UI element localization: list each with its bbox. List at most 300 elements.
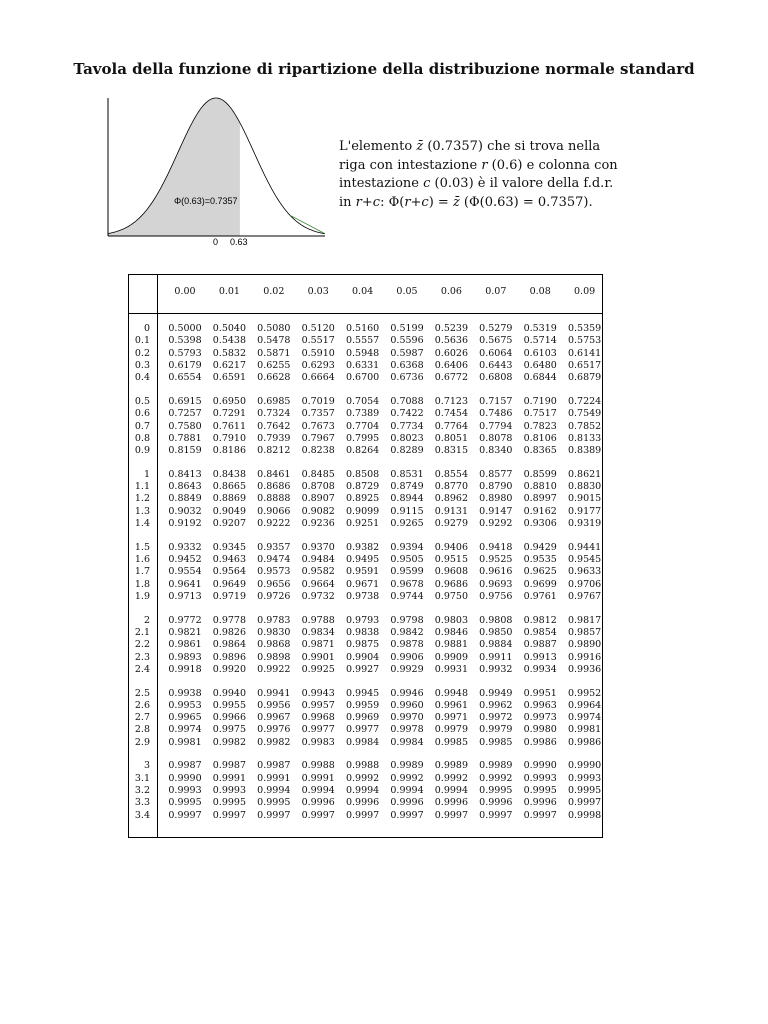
table-cell: 0.9564	[212, 566, 247, 578]
table-cell: 0.9664	[301, 578, 335, 590]
table-cell: 0.9991	[257, 772, 291, 784]
table-cell: 0.9987	[257, 760, 291, 772]
table-cell: 0.9982	[257, 736, 291, 748]
table-cell: 0.9994	[345, 785, 380, 796]
table-cell: 0.8212	[257, 445, 291, 457]
table-cell: 0.7357	[301, 408, 335, 420]
row-header: 0.5	[134, 395, 150, 407]
table-cell: 0.9861	[168, 639, 202, 651]
table-cell: 0.6985	[257, 395, 291, 407]
table-cell: 0.9996	[523, 797, 557, 809]
table-cell: 0.7734	[390, 420, 424, 432]
table-cell: 0.5832	[212, 347, 247, 359]
table-cell: 0.9956	[257, 699, 291, 711]
table-cell: 0.9989	[434, 760, 469, 772]
normal-curve-svg	[100, 92, 330, 252]
table-cell: 0.9082	[301, 505, 335, 517]
table-cell: 0.6179	[168, 359, 202, 371]
desc-part6: ) =	[428, 194, 453, 210]
table-cell: 0.6554	[168, 372, 202, 384]
table-cell: 0.5987	[390, 347, 424, 359]
row-header: 1	[143, 468, 150, 480]
desc-rc: r+c	[355, 194, 381, 210]
table-cell: 0.8708	[301, 481, 335, 493]
row-header: 0	[143, 323, 150, 334]
table-cell: 0.9993	[567, 772, 602, 784]
table-cell: 0.9761	[523, 590, 557, 602]
table-cell: 0.6480	[523, 359, 557, 371]
table-cell: 0.8599	[523, 468, 557, 480]
table-cell: 0.9996	[434, 797, 469, 809]
table-cell: 0.9973	[523, 712, 557, 724]
table-cell: 0.9452	[168, 554, 202, 565]
table-cell: 0.7823	[523, 420, 557, 432]
table-cell: 0.9994	[257, 785, 291, 796]
table-cell: 0.5871	[257, 347, 291, 359]
table-cell: 0.9830	[257, 626, 291, 638]
table-cell: 0.9975	[212, 724, 247, 736]
table-cell: 0.9750	[434, 590, 469, 602]
table-cell: 0.9306	[523, 518, 557, 529]
table-cell: 0.9989	[390, 760, 424, 772]
table-cell: 0.6255	[257, 359, 291, 371]
table-cell: 0.6406	[434, 359, 469, 371]
table-cell: 0.9671	[345, 578, 380, 590]
table-cell: 0.5753	[567, 335, 602, 347]
table-cell: 0.6808	[479, 372, 513, 384]
table-cell: 0.7673	[301, 420, 335, 432]
table-cell: 0.9251	[345, 518, 380, 529]
table-cell: 0.5714	[523, 335, 557, 347]
table-cell: 0.6293	[301, 359, 335, 371]
table-cell: 0.9936	[567, 663, 602, 675]
table-cell: 0.9962	[479, 699, 513, 711]
desc-part5: : Φ(	[380, 194, 405, 210]
row-header: 1.9	[134, 590, 150, 602]
table-cell: 0.9599	[390, 566, 424, 578]
desc-part7: (Φ(0.63) = 0.7357).	[459, 194, 593, 210]
table-cell: 0.9292	[479, 518, 513, 529]
table-cell: 0.9726	[257, 590, 291, 602]
row-header: 0.2	[134, 347, 150, 359]
table-cell: 0.9990	[168, 772, 202, 784]
table-cell: 0.9778	[212, 614, 247, 626]
table-cell: 0.9838	[345, 626, 380, 638]
table-cell: 0.7967	[301, 432, 335, 444]
table-cell: 0.7939	[257, 432, 291, 444]
table-cell: 0.9463	[212, 554, 247, 565]
table-cell: 0.9515	[434, 554, 469, 565]
table-cell: 0.9978	[390, 724, 424, 736]
table-cell: 0.9951	[523, 687, 557, 699]
table-cell: 0.8461	[257, 468, 291, 480]
table-cell: 0.6517	[567, 359, 602, 371]
row-header: 0.9	[134, 445, 150, 457]
column-header: 0.00	[174, 286, 196, 297]
table-cell: 0.9357	[257, 541, 291, 553]
table-cell: 0.6141	[567, 347, 602, 359]
table-cell: 0.9963	[523, 699, 557, 711]
table-cell: 0.9981	[567, 724, 602, 736]
table-cell: 0.8980	[479, 493, 513, 505]
table-cell: 0.7704	[345, 420, 380, 432]
table-cell: 0.9986	[567, 736, 602, 748]
column-header: 0.04	[352, 286, 374, 297]
row-header: 0.1	[134, 335, 150, 347]
table-cell: 0.5675	[479, 335, 513, 347]
table-cell: 0.5120	[301, 323, 335, 334]
table-cell: 0.7324	[257, 408, 291, 420]
row-header: 0.3	[134, 359, 150, 371]
table-cell: 0.6331	[345, 359, 380, 371]
table-cell: 0.9049	[212, 505, 247, 517]
table-cell: 0.9995	[168, 797, 202, 809]
table-cell: 0.8790	[479, 481, 513, 493]
row-header: 2.5	[134, 687, 150, 699]
table-cell: 0.7224	[567, 395, 602, 407]
table-cell: 0.9545	[567, 554, 602, 565]
shaded-area	[108, 98, 240, 236]
table-cell: 0.9846	[434, 626, 469, 638]
table-cell: 0.8665	[212, 481, 247, 493]
table-cell: 0.9162	[523, 505, 557, 517]
table-cell: 0.9890	[567, 639, 602, 651]
table-cell: 0.9993	[523, 772, 557, 784]
table-cell: 0.9756	[479, 590, 513, 602]
row-header: 2.4	[134, 663, 150, 675]
table-cell: 0.9997	[390, 809, 424, 821]
row-header: 2.3	[134, 651, 150, 663]
column-header: 0.03	[307, 286, 329, 297]
table-cell: 0.7486	[479, 408, 513, 420]
row-header: 1.4	[134, 518, 150, 529]
table-cell: 0.9591	[345, 566, 380, 578]
table-cell: 0.9826	[212, 626, 247, 638]
table-cell: 0.9418	[479, 541, 513, 553]
table-cell: 0.9987	[168, 760, 202, 772]
table-cell: 0.6103	[523, 347, 557, 359]
table-cell: 0.9147	[479, 505, 513, 517]
table-cell: 0.5398	[168, 335, 202, 347]
table-cell: 0.9429	[523, 541, 557, 553]
table-cell: 0.9995	[523, 785, 557, 796]
table-cell: 0.9927	[345, 663, 380, 675]
table-cell: 0.8997	[523, 493, 557, 505]
table-cell: 0.8907	[301, 493, 335, 505]
table-cell: 0.9997	[523, 809, 557, 821]
table-cell: 0.9236	[301, 518, 335, 529]
table-cell: 0.8315	[434, 445, 469, 457]
column-header-rule	[128, 313, 603, 314]
table-cell: 0.9850	[479, 626, 513, 638]
table-cell: 0.9864	[212, 639, 247, 651]
table-cell: 0.9719	[212, 590, 247, 602]
table-cell: 0.9699	[523, 578, 557, 590]
table-cell: 0.9678	[390, 578, 424, 590]
table-cell: 0.9946	[390, 687, 424, 699]
table-cell: 0.5596	[390, 335, 424, 347]
table-cell: 0.8238	[301, 445, 335, 457]
table-cell: 0.7088	[390, 395, 424, 407]
table-cell: 0.9868	[257, 639, 291, 651]
table-cell: 0.9394	[390, 541, 424, 553]
table-cell: 0.5279	[479, 323, 513, 334]
table-cell: 0.9997	[168, 809, 202, 821]
row-header: 2.9	[134, 736, 150, 748]
row-header: 1.1	[134, 481, 150, 493]
table-cell: 0.6736	[390, 372, 424, 384]
table-cell: 0.8023	[390, 432, 424, 444]
table-cell: 0.9909	[434, 651, 469, 663]
row-header: 3.1	[134, 772, 150, 784]
table-cell: 0.8944	[390, 493, 424, 505]
table-cell: 0.9177	[567, 505, 602, 517]
table-cell: 0.9988	[301, 760, 335, 772]
row-header: 2.1	[134, 626, 150, 638]
tick-z: 0.63	[230, 237, 248, 247]
table-cell: 0.9732	[301, 590, 335, 602]
table-cell: 0.9896	[212, 651, 247, 663]
table-cell: 0.9952	[567, 687, 602, 699]
table-cell: 0.9884	[479, 639, 513, 651]
table-cell: 0.9977	[345, 724, 380, 736]
column-header: 0.08	[529, 286, 551, 297]
table-cell: 0.9974	[168, 724, 202, 736]
table-cell: 0.9582	[301, 566, 335, 578]
table-cell: 0.9929	[390, 663, 424, 675]
table-cell: 0.6064	[479, 347, 513, 359]
table-cell: 0.8508	[345, 468, 380, 480]
table-cell: 0.9495	[345, 554, 380, 565]
row-header: 1.8	[134, 578, 150, 590]
table-cell: 0.7910	[212, 432, 247, 444]
table-cell: 0.9995	[479, 785, 513, 796]
table-cell: 0.6844	[523, 372, 557, 384]
table-cell: 0.7549	[567, 408, 602, 420]
table-cell: 0.9916	[567, 651, 602, 663]
normal-curve-figure	[100, 92, 330, 252]
table-cell: 0.7642	[257, 420, 291, 432]
table-cell: 0.9970	[390, 712, 424, 724]
table-cell: 0.9192	[168, 518, 202, 529]
table-cell: 0.5517	[301, 335, 335, 347]
table-cell: 0.9938	[168, 687, 202, 699]
table-cell: 0.5319	[523, 323, 557, 334]
table-cell: 0.8749	[390, 481, 424, 493]
table-cell: 0.9997	[479, 809, 513, 821]
table-cell: 0.8869	[212, 493, 247, 505]
table-cell: 0.9990	[567, 760, 602, 772]
row-header: 2.8	[134, 724, 150, 736]
area-label: Φ(0.63)=0.7357	[174, 196, 238, 206]
table-cell: 0.9788	[301, 614, 335, 626]
table-cell: 0.9686	[434, 578, 469, 590]
table-cell: 0.9738	[345, 590, 380, 602]
table-cell: 0.6443	[479, 359, 513, 371]
table-cell: 0.8389	[567, 445, 602, 457]
table-cell: 0.8925	[345, 493, 380, 505]
row-header: 0.4	[134, 372, 150, 384]
row-header: 1.3	[134, 505, 150, 517]
table-cell: 0.9979	[434, 724, 469, 736]
table-cell: 0.6368	[390, 359, 424, 371]
row-header: 2.2	[134, 639, 150, 651]
table-cell: 0.9991	[212, 772, 247, 784]
table-cell: 0.9817	[567, 614, 602, 626]
table-cell: 0.5948	[345, 347, 380, 359]
table-cell: 0.8078	[479, 432, 513, 444]
table-cell: 0.5636	[434, 335, 469, 347]
table-cell: 0.9906	[390, 651, 424, 663]
table-cell: 0.6915	[168, 395, 202, 407]
table-cell: 0.9988	[345, 760, 380, 772]
table-cell: 0.8770	[434, 481, 469, 493]
row-header: 3.4	[134, 809, 150, 821]
table-cell: 0.9925	[301, 663, 335, 675]
table-cell: 0.8485	[301, 468, 335, 480]
table-cell: 0.6628	[257, 372, 291, 384]
table-cell: 0.9943	[301, 687, 335, 699]
table-cell: 0.6664	[301, 372, 335, 384]
table-cell: 0.9808	[479, 614, 513, 626]
table-cell: 0.9920	[212, 663, 247, 675]
table-cell: 0.9994	[301, 785, 335, 796]
table-cell: 0.9993	[212, 785, 247, 796]
page-title: Tavola della funzione di ripartizione della distribuzione normale standard	[73, 60, 695, 78]
table-cell: 0.8621	[567, 468, 602, 480]
table-cell: 0.9279	[434, 518, 469, 529]
table-cell: 0.7580	[168, 420, 202, 432]
table-cell: 0.5239	[434, 323, 469, 334]
table-cell: 0.7291	[212, 408, 247, 420]
table-cell: 0.8729	[345, 481, 380, 493]
table-cell: 0.8830	[567, 481, 602, 493]
table-cell: 0.9995	[567, 785, 602, 796]
table-cell: 0.9901	[301, 651, 335, 663]
table-cell: 0.9633	[567, 566, 602, 578]
row-header: 3.2	[134, 785, 150, 796]
table-cell: 0.9842	[390, 626, 424, 638]
table-cell: 0.9881	[434, 639, 469, 651]
table-cell: 0.9953	[168, 699, 202, 711]
table-cell: 0.9319	[567, 518, 602, 529]
table-cell: 0.8577	[479, 468, 513, 480]
table-cell: 0.7852	[567, 420, 602, 432]
row-header: 2	[143, 614, 150, 626]
table-cell: 0.9505	[390, 554, 424, 565]
table-cell: 0.8159	[168, 445, 202, 457]
table-cell: 0.6026	[434, 347, 469, 359]
table-cell: 0.9984	[390, 736, 424, 748]
desc-part1: L'elemento	[339, 139, 417, 154]
table-cell: 0.9972	[479, 712, 513, 724]
table-cell: 0.7881	[168, 432, 202, 444]
table-cell: 0.9887	[523, 639, 557, 651]
table-cell: 0.5438	[212, 335, 247, 347]
table-cell: 0.6772	[434, 372, 469, 384]
table-cell: 0.9656	[257, 578, 291, 590]
row-header: 1.6	[134, 554, 150, 565]
table-cell: 0.9265	[390, 518, 424, 529]
desc-r: r	[481, 157, 488, 173]
table-cell: 0.9893	[168, 651, 202, 663]
row-header: 1.5	[134, 541, 150, 553]
table-cell: 0.8289	[390, 445, 424, 457]
table-cell: 0.9032	[168, 505, 202, 517]
row-header-divider	[157, 274, 158, 838]
table-cell: 0.9971	[434, 712, 469, 724]
table-cell: 0.9066	[257, 505, 291, 517]
table-cell: 0.9931	[434, 663, 469, 675]
table-cell: 0.9332	[168, 541, 202, 553]
table-cell: 0.9474	[257, 554, 291, 565]
table-cell: 0.8133	[567, 432, 602, 444]
table-cell: 0.9948	[434, 687, 469, 699]
table-cell: 0.8962	[434, 493, 469, 505]
table-cell: 0.8413	[168, 468, 202, 480]
table-cell: 0.9961	[434, 699, 469, 711]
table-cell: 0.8106	[523, 432, 557, 444]
table-cell: 0.9957	[301, 699, 335, 711]
table-cell: 0.9981	[168, 736, 202, 748]
table-cell: 0.8849	[168, 493, 202, 505]
table-cell: 0.9713	[168, 590, 202, 602]
table-cell: 0.9554	[168, 566, 202, 578]
table-cell: 0.9616	[479, 566, 513, 578]
table-cell: 0.9803	[434, 614, 469, 626]
table-cell: 0.7611	[212, 420, 247, 432]
table-cell: 0.9115	[390, 505, 424, 517]
column-header: 0.05	[396, 286, 418, 297]
table-cell: 0.8264	[345, 445, 380, 457]
table-cell: 0.9990	[523, 760, 557, 772]
table-cell: 0.9996	[479, 797, 513, 809]
table-cell: 0.9904	[345, 651, 380, 663]
desc-c: c	[423, 176, 431, 191]
table-cell: 0.9406	[434, 541, 469, 553]
table-cell: 0.9940	[212, 687, 247, 699]
table-cell: 0.9932	[479, 663, 513, 675]
table-cell: 0.9967	[257, 712, 291, 724]
row-header: 0.8	[134, 432, 150, 444]
table-cell: 0.7454	[434, 408, 469, 420]
table-cell: 0.9959	[345, 699, 380, 711]
table-cell: 0.9976	[257, 724, 291, 736]
table-cell: 0.8340	[479, 445, 513, 457]
table-cell: 0.9783	[257, 614, 291, 626]
table-cell: 0.9834	[301, 626, 335, 638]
table-cell: 0.5040	[212, 323, 247, 334]
table-cell: 0.9535	[523, 554, 557, 565]
description-text	[339, 138, 624, 212]
table-cell: 0.9993	[168, 785, 202, 796]
table-cell: 0.9968	[301, 712, 335, 724]
table-cell: 0.9099	[345, 505, 380, 517]
table-cell: 0.5910	[301, 347, 335, 359]
table-cell: 0.6950	[212, 395, 247, 407]
table-cell: 0.7764	[434, 420, 469, 432]
table-cell: 0.9984	[345, 736, 380, 748]
table-cell: 0.9997	[345, 809, 380, 821]
row-header: 2.7	[134, 712, 150, 724]
column-header: 0.02	[263, 286, 285, 297]
table-cell: 0.9991	[301, 772, 335, 784]
table-cell: 0.9974	[567, 712, 602, 724]
table-cell: 0.8186	[212, 445, 247, 457]
table-cell: 0.9986	[523, 736, 557, 748]
table-cell: 0.5478	[257, 335, 291, 347]
row-header: 1.2	[134, 493, 150, 505]
